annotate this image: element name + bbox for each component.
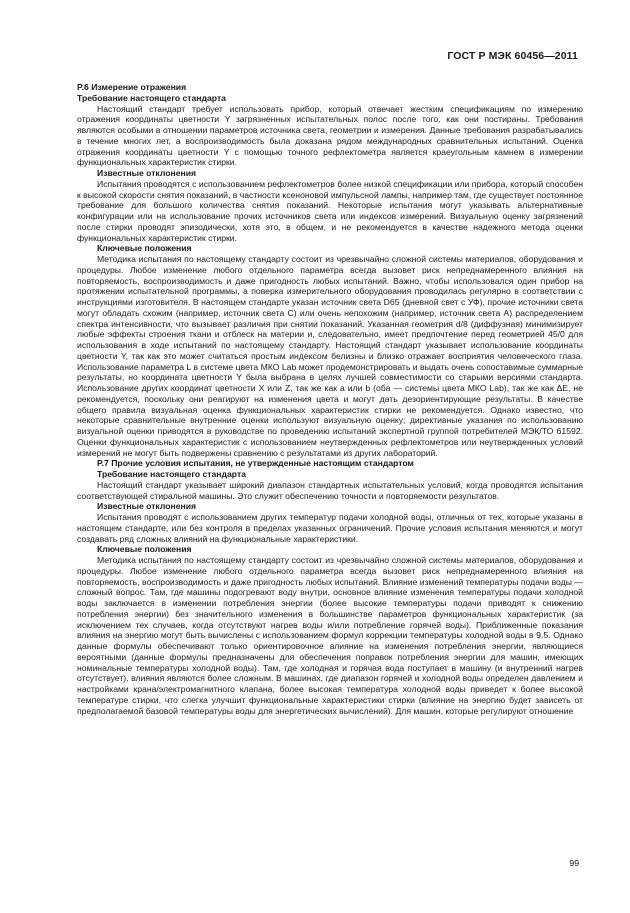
body-paragraph: Испытания проводят с использованием других температур подачи холодной воды, отличных от тех, которые указаны в настоящем стандарте, или без контроля в пределах указанных ограничений. Прочие условия испытания меняются и могут создавать ряд сложных влияний на функциональные характеристики. xyxy=(77,512,583,544)
document-body xyxy=(77,82,583,716)
subsection-heading: Требование настоящего стандарта xyxy=(77,92,226,103)
subsection-heading: P.7 Прочие условия испытания, не утвержденные настоящим стандартом xyxy=(97,458,414,469)
subsection-heading: Известные отклонения xyxy=(97,168,197,178)
body-paragraph: Настоящий стандарт указывает широкий диапазон стандартных испытательных условий, когда проводятся испытания соответствующей стиральной машины. Это служит обеспечению точности и повторяемости результатов. xyxy=(77,479,583,501)
document-code-header: ГОСТ Р МЭК 60456—2011 xyxy=(447,50,578,62)
subsection-heading: Требование настоящего стандарта xyxy=(97,469,246,479)
body-paragraph: Настоящий стандарт требует использовать прибор, который отвечает жестким спецификациям по измерению отражения координаты цветности Y загрязненных испытательных полос после того, как они постираны. Требования являются особыми в отношении параметров источника света, геометрии и измерения. Данные требования разрабатывались в течение многих лет, а воспроизводимость была доказана рядом международных сравнительных испытаний. Оценка отражения координаты цветности Y с помощью точного рефлектометра является краеугольным камнем в измерении функциональных характеристик стирки. xyxy=(77,103,583,168)
subsection-heading: Ключевые положения xyxy=(97,544,192,555)
body-paragraph: Испытания проводятся с использованием рефлектометров более низкой спецификации или прибора, который способен к высокой скорости снятия показаний, в частности ксеноновой импульсной лампы, например там, где существует постоянное требование для большого количества снятия показаний. Некоторые испытания могут указывать альтернативные конфигурации или на использование прочих источников света или индексов измерений. Визуальную оценку загрязнений после стирки проводят эпизодически, хотя это, в общем, и не рекомендуется в качестве надежного метода оценки функциональных характеристик стирки. xyxy=(77,178,583,243)
page-number: 99 xyxy=(569,858,579,868)
subsection-heading: Ключевые положения xyxy=(97,243,192,254)
body-paragraph: Методика испытания по настоящему стандарту состоит из чрезвычайно сложной системы материалов, оборудования и процедуры. Любое изменение любого отдельного параметра всегда вызовет риск непреднамеренного влияния на повторяемость, воспроизводимость и даже пригодность любых испытаний. Влияние изменений температуры подачи воды — сложный вопрос. Там, где машины подогревают воду внутри, основное влияние изменения температуры подачи холодной воды заключается в изменении потребления энергии (более высокие температуры подачи приводят к снижению потребления энергии) без значительного изменения в большинстве параметров функциональных характеристик (за исключением тех случаев, когда отсутствуют нагрев воды и/или потребление горячей воды). Приближенные показания влияния на энергию могут быть вычислены с использованием формул коррекции температуры холодной воды в 9.5. Однако данные формулы обеспечивают только ориентировочное влияние на изменения потребления энергии, являющиеся вероятными (данные формулы предназначены для обеспечения поправок потребления энергии для машин, имеющих номинальные температуры холодной воды). Там, где холодная и горячая вода поступает в машину (и внутренний нагрев отсутствует), влияния являются более сложным. В машинах, где диапазон горячей и холодной воды определен давлением и настройками крана/электромагнитного клапана, более высокая температура холодной воды приведет к более высокой температуре стирки, что слегка улучшит функциональные характеристики стирки (влияние на энергию будет зависеть от предполагаемой базовой температуры воды для энергетических вычислений). Для машин, которые регулируют отношение xyxy=(77,555,583,716)
subsection-heading: Известные отклонения xyxy=(97,501,197,512)
section-heading: P.6 Измерение отражения xyxy=(77,82,187,92)
body-paragraph: Методика испытания по настоящему стандарту состоит из чрезвычайно сложной системы материалов, оборудования и процедуры. Любое изменение любого отдельного параметра всегда вызовет риск непреднамеренного влияния на повторяемость, воспроизводимость и даже пригодность любых испытаний. Важно, чтобы использовался один прибор на протяжении испытательной программы, а поверка измерительного оборудования проводилась регулярно в соответствии с инструкциями изготовителя. В настоящем стандарте указан источник света D65 (дневной свет с УФ), прочие источники света могут обладать схожим (например, источник света C) или очень непохожим (например, источник света A) распределением спектра интенсивности, что вызывает различия при снятии показаний. Указанная геометрия d/8 (диффузная) минимизирует любые эффекты строения ткани и отблеск на материи и, следовательно, имеет предпочтение перед геометрией 45/0 для использования в ходе испытаний по настоящему стандарту. Настоящий стандарт указывает использование координаты цветности Y, так как это может считаться простым индексом белизны и близко отражает восприятия человеческого глаза. Использование параметра L в системе цвета МКО Lab может продемонстрировать и выдать очень сопоставимые суммарные результаты, но координата цветности Y была выбрана в целях лучшей совместимости со старыми версиями стандарта. Использование других координат цветности X или Z, так же как a или b (оба — системы цвета МКО Lab), так же как ΔE, не рекомендуется, поскольку они реагируют на изменения цвета и могут дать дезориентирующие результаты. В качестве общего правила визуальная оценка функциональных характеристик стирки не рекомендуется. Однако известно, что некоторые сравнительные внутренние оценки используют визуальную оценку; директивные указания по использованию визуальной оценки приводятся в руководстве по проведению испытаний экспертной группой потребителей МЭК/ТО 61592. Оценки функциональных характеристик с использованием неутвержденных рефлектометров или неутвержденных условий измерений не могут быть подвержены сравнению с результатами из других лабораторий. xyxy=(77,254,583,458)
